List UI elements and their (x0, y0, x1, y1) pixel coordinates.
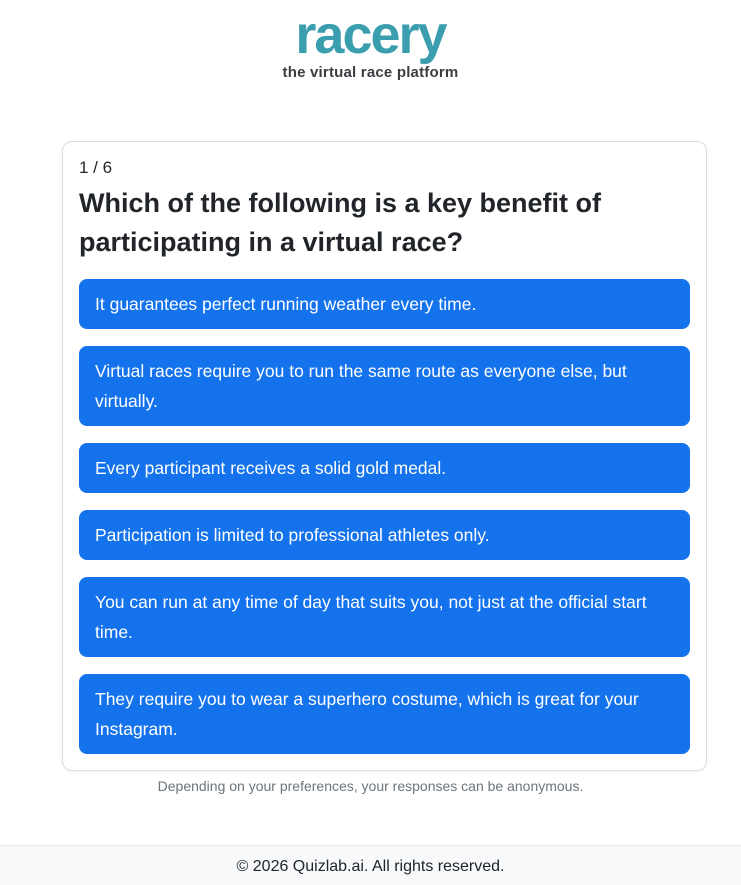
logo (0, 0, 741, 81)
answer-option-5[interactable]: You can run at any time of day that suits you, not just at the official start time. (79, 577, 690, 657)
answer-option-2[interactable]: Virtual races require you to run the same route as everyone else, but virtually. (79, 346, 690, 426)
quiz-card (62, 141, 707, 771)
answer-option-4[interactable]: Participation is limited to professional athletes only. (79, 510, 690, 560)
answer-options (79, 279, 690, 754)
logo-tagline: the virtual race platform (282, 64, 459, 81)
racery-logo: racery (295, 5, 446, 65)
question-text: Which of the following is a key benefit of participating in a virtual race? (79, 188, 602, 258)
answer-option-6[interactable]: They require you to wear a superhero costume, which is great for your Instagram. (79, 674, 690, 754)
copyright-text: © 2026 Quizlab.ai. All rights reserved. (236, 858, 505, 875)
answer-option-3[interactable]: Every participant receives a solid gold medal. (79, 443, 690, 493)
answer-option-1[interactable]: It guarantees perfect running weather every time. (79, 279, 690, 329)
footer (0, 845, 741, 885)
question-progress: 1 / 6 (79, 158, 113, 177)
anonymity-disclaimer: Depending on your preferences, your responses can be anonymous. (157, 778, 584, 794)
